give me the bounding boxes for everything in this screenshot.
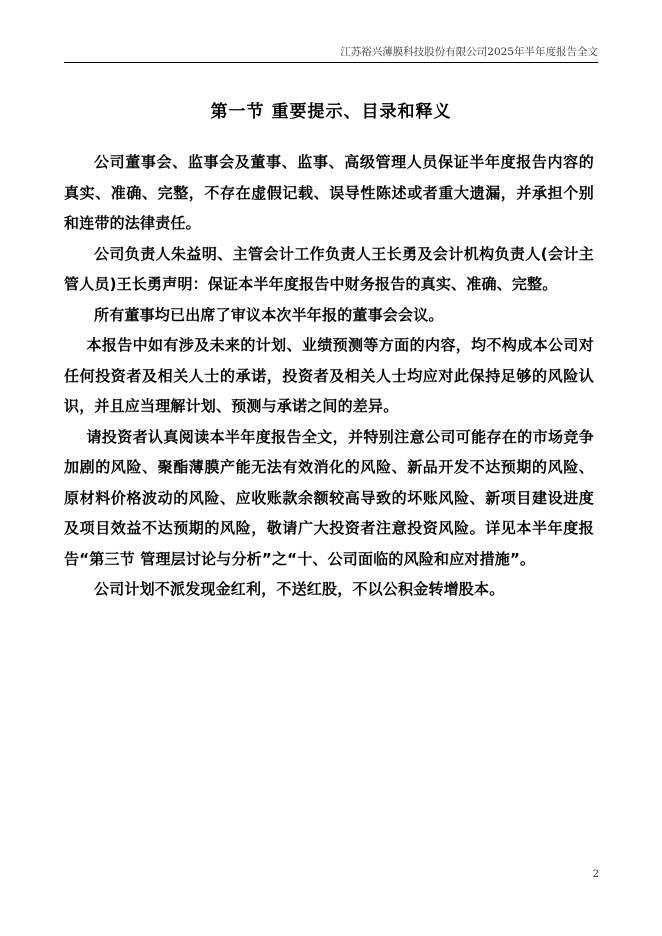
paragraph-responsible-statement: 公司负责人朱益明、主管会计工作负责人王长勇及会计机构负责人(会计主管人员)王长勇声明：保证本半年度报告中财务报告的真实、准确、完整。: [64, 244, 594, 293]
header-rule: [64, 62, 598, 63]
page-header: 江苏裕兴薄膜科技股份有限公司2025年半年度报告全文: [340, 46, 598, 58]
page-number: 2: [592, 869, 599, 880]
paragraph-dividend-plan: 公司计划不派发现金红利，不送红股，不以公积金转增股本。: [94, 580, 505, 598]
paragraph-forward-looking: 本报告中如有涉及未来的计划、业绩预测等方面的内容，均不构成本公司对任何投资者及相关人士的承诺，投资者及相关人士均应对此保持足够的风险认识，并且应当理解计划、预测与承诺之间的差异。: [64, 336, 594, 415]
section-title: 第一节 重要提示、目录和释义: [210, 102, 452, 122]
document-body: [64, 147, 594, 605]
paragraph-directors-attendance: 所有董事均已出席了审议本次半年报的董事会会议。: [94, 305, 444, 324]
paragraph-risk-notice: 请投资者认真阅读本半年度报告全文，并特别注意公司可能存在的市场竞争加剧的风险、聚酯薄膜产能无法有效消化的风险、新品开发不达预期的风险、原材料价格波动的风险、应收账款余额较高导致的坏账风险、新项目建设进度及项目效益不达预期的风险，敬请广大投资者注意投资风险。详见本半年度报告“第三节 管理层讨论与分析”之“十、公司面临的风险和应对措施”。: [64, 427, 594, 568]
paragraph-guarantee: 公司董事会、监事会及董事、监事、高级管理人员保证半年度报告内容的真实、准确、完整，不存在虚假记载、误导性陈述或者重大遗漏，并承担个别和连带的法律责任。: [64, 153, 594, 232]
